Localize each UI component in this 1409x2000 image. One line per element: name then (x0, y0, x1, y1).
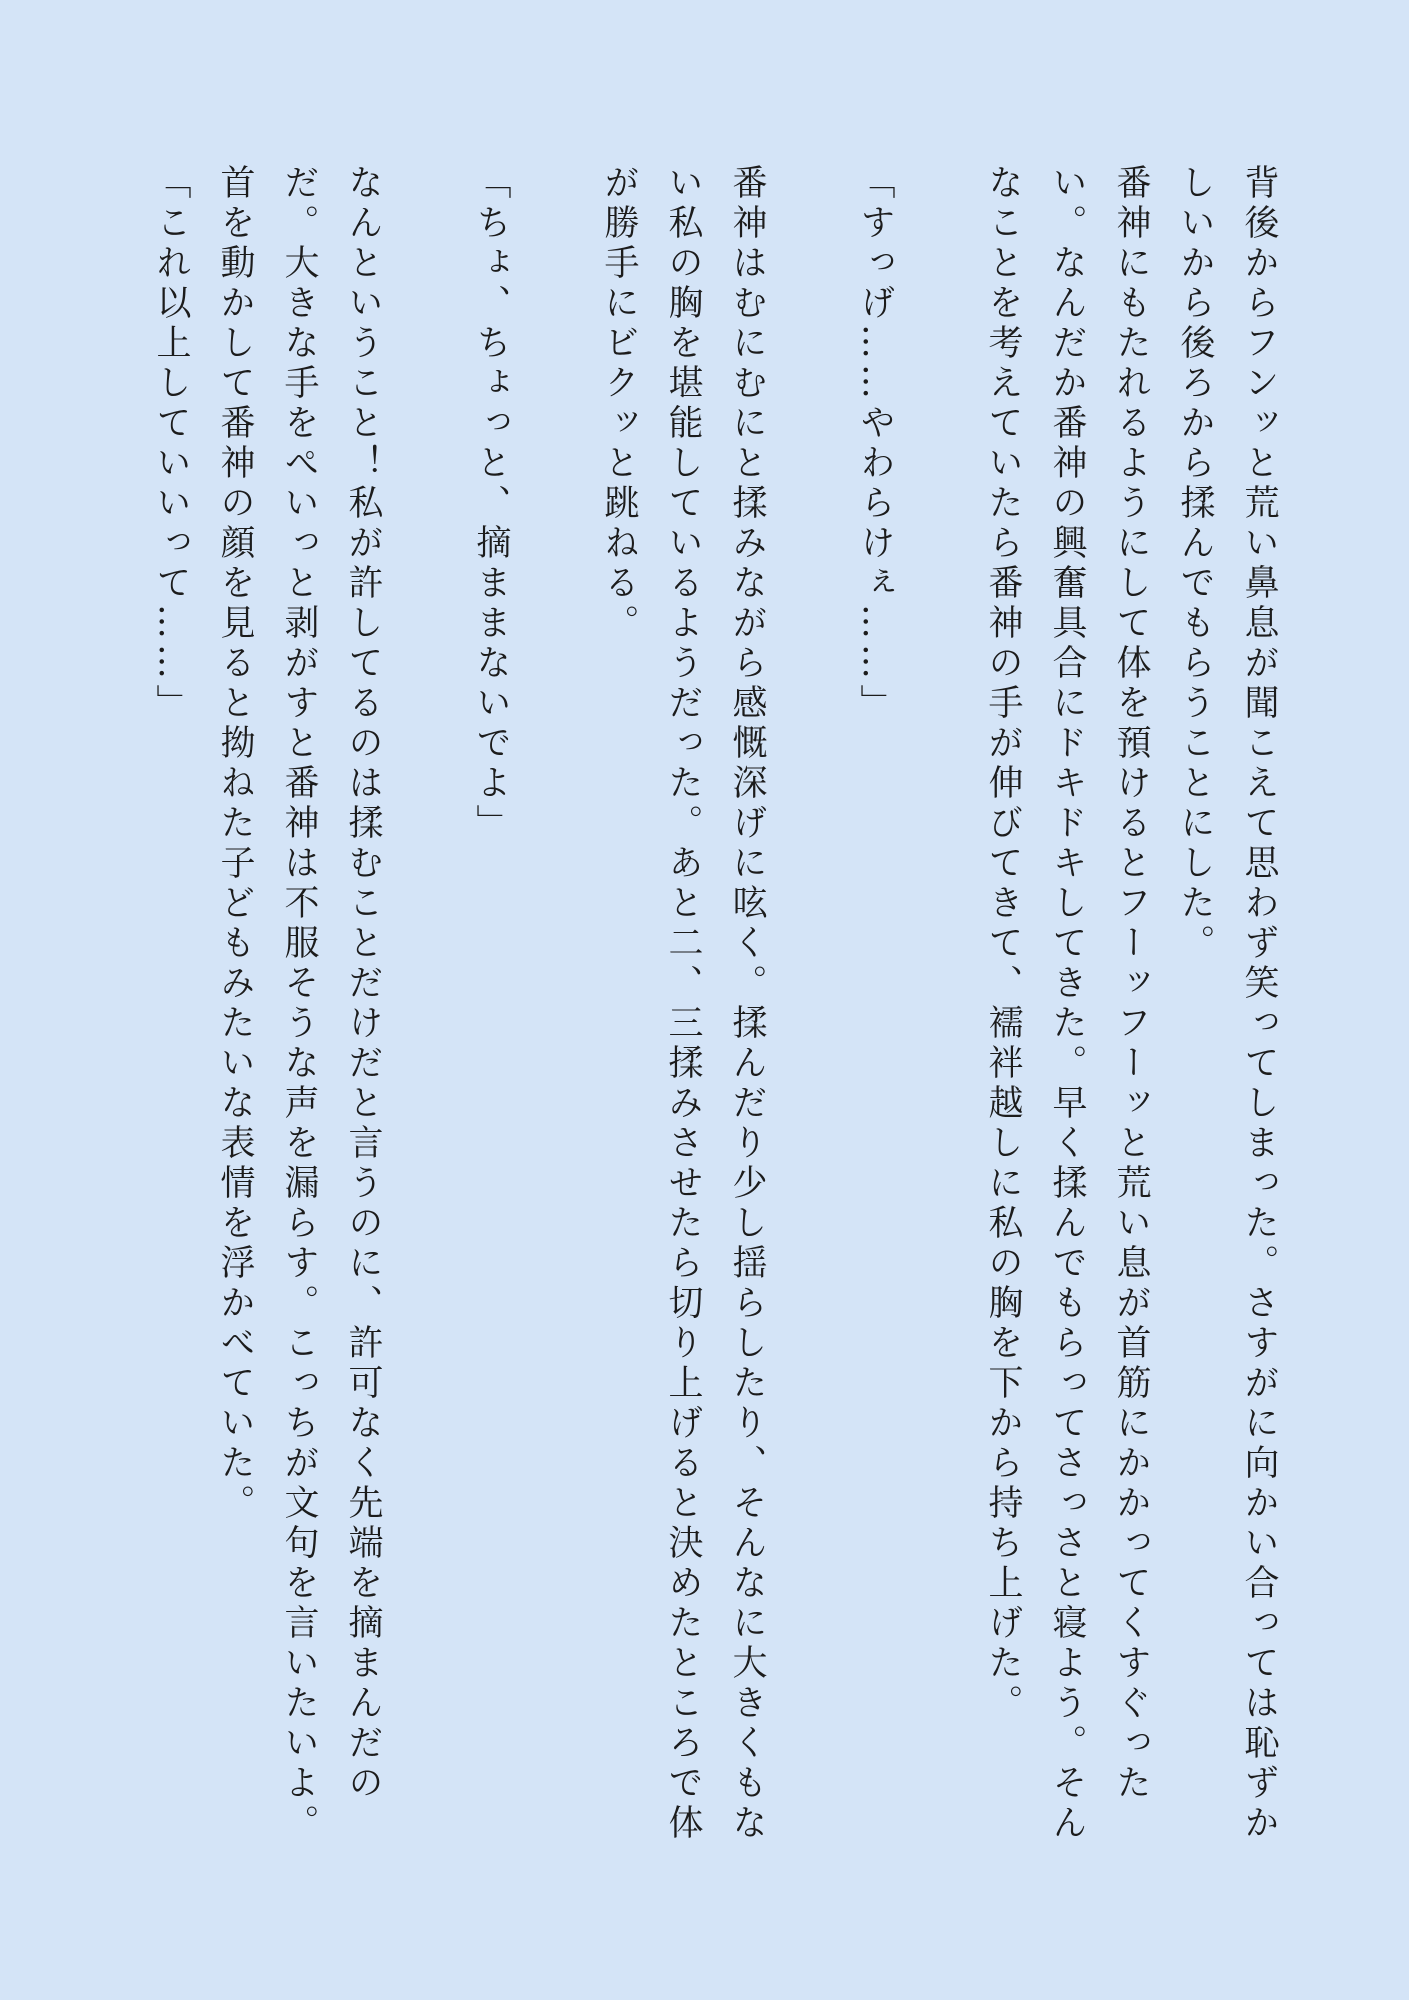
blank-line (907, 164, 971, 1874)
paragraph: 背後からフンッと荒い鼻息が聞こえて思わず笑ってしまった。さすがに向かい合っては恥ずかしいから後ろから揉んでもらうことにした。 (1175, 164, 1279, 1844)
blank-line (779, 164, 843, 1874)
dialogue-line: 「これ以上していいって……」 (151, 164, 191, 724)
paragraph: 番神はむにむにと揉みながら感慨深げに呟く。揉んだり少し揺らしたり、そんなに大きくもない私の胸を堪能しているようだった。あと二、三揉みさせたら切り上げると決めたところで体が勝手にビクッと跳ねる。 (599, 164, 767, 1844)
paragraph: なんということ！私が許してるのは揉むことだけだと言うのに、許可なく先端を摘まんだのだ。大きな手をぺいっと剥がすと番神は不服そうな声を漏らす。こっちが文句を言いたいよ。首を動かして番神の顔を見ると拗ねた子どもみたいな表情を浮かべていた。 (215, 164, 383, 1844)
blank-line (395, 164, 459, 1874)
blank-line (523, 164, 587, 1874)
vertical-text-body (139, 164, 1291, 1874)
paragraph: 番神にもたれるようにして体を預けるとフーッフーッと荒い息が首筋にかかってくすぐったい。なんだか番神の興奮具合にドキドキしてきた。早く揉んでもらってさっさと寝よう。そんなことを考えていたら番神の手が伸びてきて、襦袢越しに私の胸を下から持ち上げた。 (983, 164, 1151, 1844)
dialogue-line: 「すっげ……やわらけぇ……」 (855, 164, 895, 724)
dialogue-line: 「ちょ、ちょっと、摘ままないでよ」 (471, 164, 511, 844)
